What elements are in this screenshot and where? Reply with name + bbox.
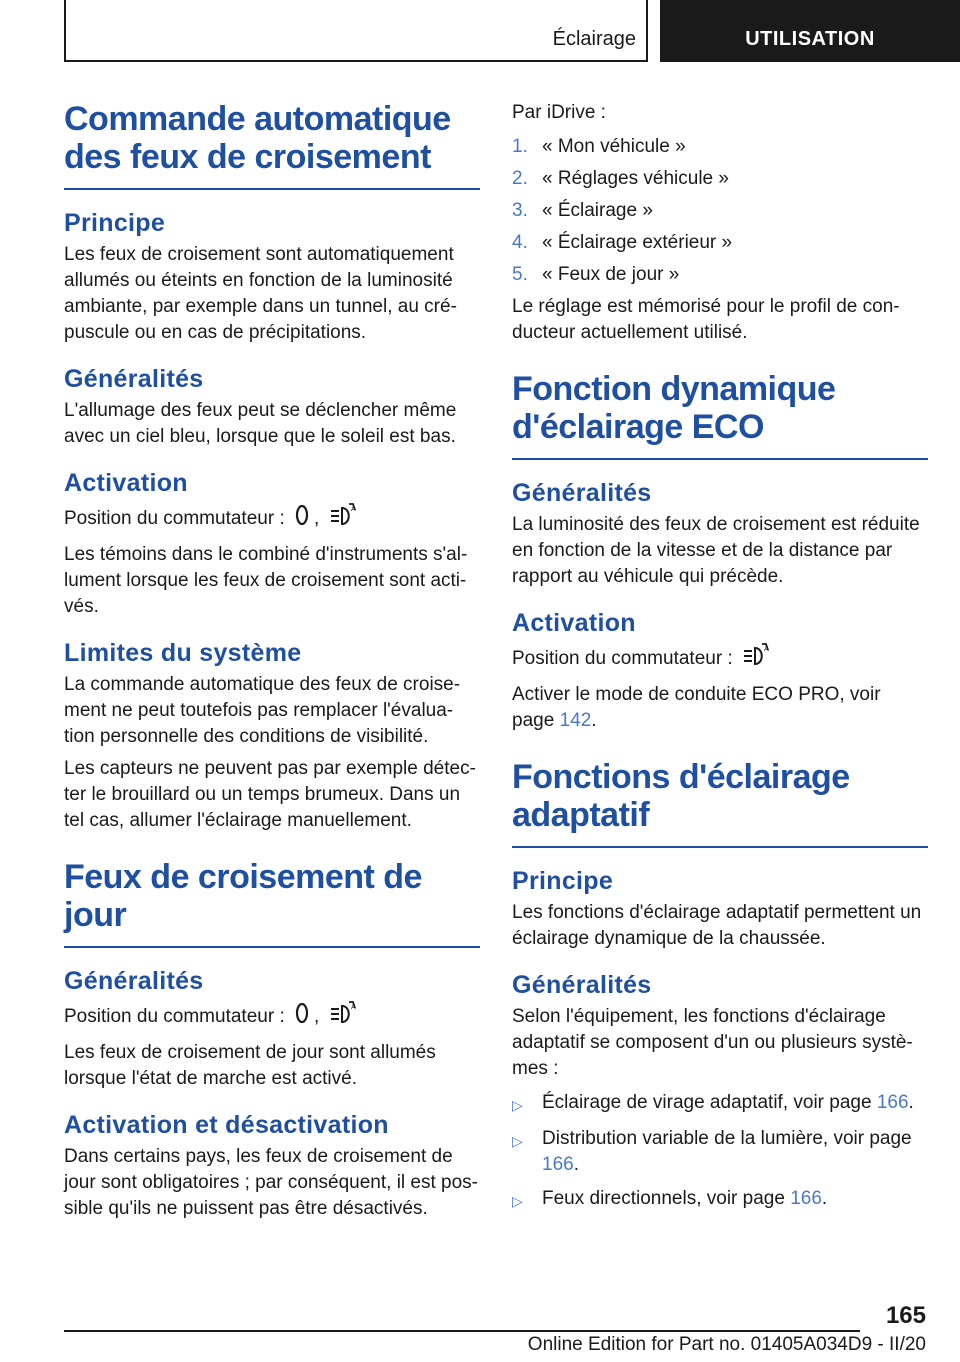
- heading-activation-2: Activation et désactivation: [64, 1111, 389, 1139]
- svg-text:A: A: [764, 645, 769, 653]
- light-switch-0-icon: [294, 503, 310, 535]
- text-jour: Les feux de croisement de jour sont allumés lorsque l'état de marche est activé.: [64, 1042, 436, 1089]
- text-reglage: Le réglage est mémorisé pour le profil de con-ducteur actuellement utilisé.: [512, 296, 900, 343]
- switch-position-line-eco: [512, 642, 928, 676]
- text-equipement: Selon l'équipement, les fonctions d'éclairage adaptatif se composent d'un ou plusieurs systè-mes :: [512, 1006, 913, 1079]
- header-chapter-box: [660, 0, 960, 62]
- text-temoins: Les témoins dans le combiné d'instruments s'al-lument lorsque les feux de croisement sont acti-vés.: [64, 544, 468, 617]
- heading-generalites: Généralités: [64, 365, 204, 393]
- svg-text:A: A: [350, 1003, 356, 1011]
- list-item: 5. « Feux de jour »: [512, 264, 680, 285]
- text-principe-adaptatif: Les fonctions d'éclairage adaptatif permettent un éclairage dynamique de la chaussée.: [512, 902, 922, 949]
- switch-position-line: [64, 502, 480, 536]
- heading-principe: Principe: [64, 209, 166, 237]
- triangle-bullet-icon: ▷: [512, 1097, 523, 1113]
- footer-divider: [64, 1330, 860, 1332]
- header-section-title: Éclairage: [552, 28, 636, 50]
- text-ecopro: Activer le mode de conduite ECO PRO, voir page 142.: [512, 684, 881, 731]
- text-limites-1: La commande automatique des feux de croise-ment ne peut toutefois pas remplacer l'évalua-tion personnelle des conditions de visibilité.: [64, 674, 461, 747]
- idrive-steps: [512, 134, 928, 288]
- triangle-bullet-icon: ▷: [512, 1133, 523, 1149]
- text-principe: Les feux de croisement sont automatiquement allumés ou éteints en fonction de la luminosité ambiante, par exemple dans un tunnel, au cré-puscule ou en cas de précipitations.: [64, 244, 457, 343]
- switch-position-line-2: [64, 1000, 480, 1034]
- heading-adaptive-lighting: Fonctions d'éclairage adaptatif: [512, 758, 928, 848]
- text-activation-2: Dans certains pays, les feux de croisement de jour sont obligatoires ; par conséquent, il est pos-sible qu'ils ne puissent pas être désactivés.: [64, 1146, 479, 1219]
- heading-principe-adaptatif: Principe: [512, 867, 614, 895]
- page-link[interactable]: 166: [542, 1154, 574, 1175]
- footer-edition: Online Edition for Part no. 01405A034D9 - II/20: [527, 1334, 926, 1355]
- switch-position-label-eco: Position du commutateur :: [512, 648, 733, 670]
- page-number: 165: [885, 1302, 926, 1329]
- list-item: 2. « Réglages véhicule »: [512, 168, 729, 189]
- right-column: [512, 100, 928, 1222]
- list-item: 4. « Éclairage extérieur »: [512, 232, 733, 253]
- auto-headlight-icon: [329, 1000, 359, 1034]
- list-item: ▷ Éclairage de virage adaptatif, voir page 166.: [512, 1090, 928, 1118]
- page-link[interactable]: 142: [559, 710, 592, 731]
- heading-daytime-lowbeam: Feux de croisement de jour: [64, 858, 480, 948]
- light-switch-0-icon: [294, 1001, 310, 1033]
- auto-headlight-icon: [742, 642, 772, 676]
- heading-activation-eco: Activation: [512, 609, 636, 637]
- triangle-bullet-icon: ▷: [512, 1193, 523, 1209]
- heading-generalites-adaptatif: Généralités: [512, 971, 652, 999]
- header-section-box: [64, 0, 648, 62]
- text-generalites: L'allumage des feux peut se déclencher même avec un ciel bleu, lorsque que le soleil est bas.: [64, 400, 457, 447]
- svg-text:A: A: [350, 505, 356, 513]
- list-item: 1. « Mon véhicule »: [512, 136, 686, 157]
- heading-generalites-2: Généralités: [64, 967, 204, 995]
- heading-activation: Activation: [64, 469, 188, 497]
- heading-generalites-eco: Généralités: [512, 479, 652, 507]
- switch-position-label: Position du commutateur :: [64, 508, 285, 530]
- heading-eco-lighting: Fonction dynamique d'éclairage ECO: [512, 370, 928, 460]
- list-item: 3. « Éclairage »: [512, 200, 653, 221]
- header-chapter-title: UTILISATION: [745, 28, 875, 50]
- icon-separator-2: ,: [314, 1006, 320, 1028]
- heading-auto-lowbeam: Commande automatique des feux de croisement: [64, 100, 480, 190]
- switch-position-label-2: Position du commutateur :: [64, 1006, 285, 1028]
- page-link[interactable]: 166: [790, 1188, 822, 1209]
- text-limites-2: Les capteurs ne peuvent pas par exemple détec-ter le brouillard ou un temps brumeux. Dans un tel cas, allumer l'éclairage manuellement.: [64, 758, 476, 831]
- page-link[interactable]: 166: [876, 1092, 909, 1113]
- auto-headlight-icon: [329, 502, 359, 536]
- adaptive-functions-list: [512, 1090, 928, 1214]
- text-idrive: Par iDrive :: [512, 102, 606, 123]
- text-eco: La luminosité des feux de croisement est réduite en fonction de la vitesse et de la distance par rapport au véhicule qui précède.: [512, 514, 920, 587]
- list-item: ▷ Distribution variable de la lumière, voir page 166.: [512, 1126, 928, 1178]
- icon-separator: ,: [314, 508, 320, 530]
- heading-limites: Limites du système: [64, 639, 302, 667]
- left-column: [64, 100, 480, 1228]
- list-item: ▷ Feux directionnels, voir page 166.: [512, 1186, 928, 1214]
